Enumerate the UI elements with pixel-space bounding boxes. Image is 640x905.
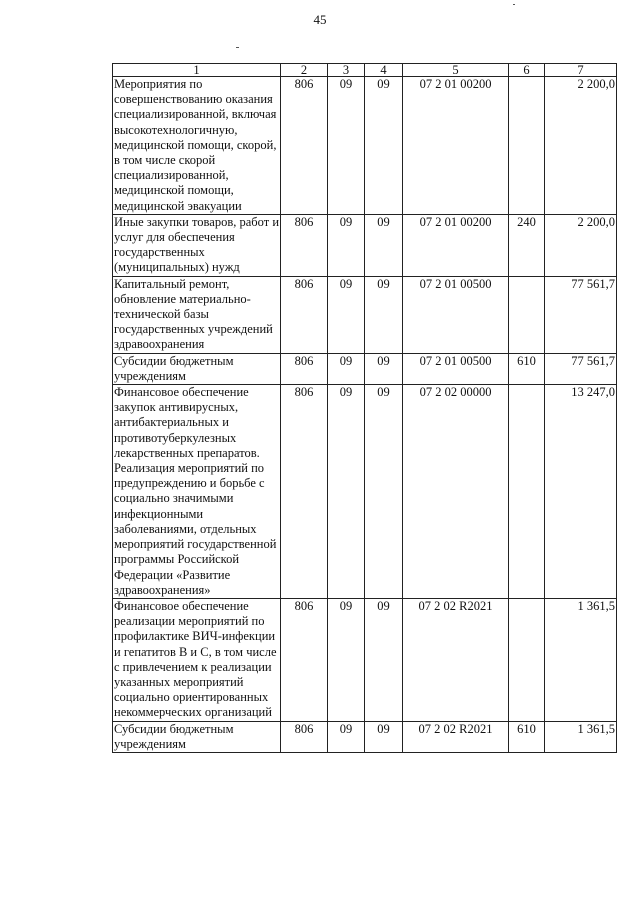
cell-target-article: 07 2 01 00200 (403, 77, 509, 215)
cell-section: 09 (328, 598, 365, 721)
cell-ministry: 806 (281, 214, 328, 276)
row-name: Субсидии бюджетным учреждениям (113, 353, 281, 384)
row-name: Финансовое обеспечение закупок антивирусных, антибактериальных и противотуберкулезных лекарственных препаратов. Реализация мероприятий по предупреждению и борьбе с социально значимыми инфекционными заболеваниями, отдельных мероприятий государственной программы Российской Федерации «Развитие здравоохранения» (113, 385, 281, 599)
cell-section: 09 (328, 385, 365, 599)
header-col-3: 3 (328, 64, 365, 77)
cell-amount: 1 361,5 (545, 721, 617, 752)
page-number: 45 (313, 12, 327, 27)
cell-expense-type (509, 77, 545, 215)
cell-subsection: 09 (365, 214, 403, 276)
cell-expense-type: 240 (509, 214, 545, 276)
header-col-4: 4 (365, 64, 403, 77)
header-row (113, 64, 617, 77)
cell-subsection: 09 (365, 276, 403, 353)
cell-target-article: 07 2 01 00500 (403, 276, 509, 353)
cell-subsection: 09 (365, 353, 403, 384)
cell-amount: 13 247,0 (545, 385, 617, 599)
row-name: Финансовое обеспечение реализации мероприятий по профилактике ВИЧ-инфекции и гепатитов B и C, в том числе с привлечением к реализации указанных мероприятий социально ориентированных некоммерческих организаций (113, 598, 281, 721)
cell-expense-type (509, 598, 545, 721)
row-name: Субсидии бюджетным учреждениям (113, 721, 281, 752)
cell-target-article: 07 2 01 00500 (403, 353, 509, 384)
cell-ministry: 806 (281, 77, 328, 215)
cell-amount: 2 200,0 (545, 214, 617, 276)
cell-amount: 77 561,7 (545, 353, 617, 384)
cell-section: 09 (328, 214, 365, 276)
cell-amount: 1 361,5 (545, 598, 617, 721)
header-col-1: 1 (113, 64, 281, 77)
header-col-5: 5 (403, 64, 509, 77)
row-name: Иные закупки товаров, работ и услуг для обеспечения государственных (муниципальных) нужд (114, 214, 280, 275)
cell-target-article: 07 2 02 R2021 (403, 598, 509, 721)
table-row (113, 276, 617, 353)
cell-expense-type (509, 276, 545, 353)
cell-section: 09 (328, 353, 365, 384)
table-row (113, 77, 617, 215)
row-name: Мероприятия по совершенствованию оказания специализированной, включая высокотехнологичную, медицинской помощи, скорой, в том числе скорой специализированной, медицинской помощи, медицинской эвакуации (113, 77, 281, 215)
cell-amount: 2 200,0 (545, 77, 617, 215)
cell-subsection: 09 (365, 385, 403, 599)
header-col-2: 2 (281, 64, 328, 77)
cell-subsection: 09 (365, 77, 403, 215)
cell-ministry: 806 (281, 276, 328, 353)
table-row (113, 385, 617, 599)
cell-subsection: 09 (365, 598, 403, 721)
cell-ministry: 806 (281, 598, 328, 721)
cell-expense-type (509, 385, 545, 599)
header-col-6: 6 (509, 64, 545, 77)
budget-table (112, 63, 617, 753)
table-row (113, 598, 617, 721)
table-row (113, 721, 617, 752)
cell-expense-type: 610 (509, 353, 545, 384)
cell-ministry: 806 (281, 385, 328, 599)
cell-section: 09 (328, 276, 365, 353)
cell-amount: 77 561,7 (545, 276, 617, 353)
cell-subsection: 09 (365, 721, 403, 752)
cell-target-article: 07 2 02 00000 (403, 385, 509, 599)
scan-dot (236, 47, 239, 48)
cell-expense-type: 610 (509, 721, 545, 752)
scan-dot (513, 4, 515, 5)
table-row (113, 353, 617, 384)
cell-target-article: 07 2 02 R2021 (403, 721, 509, 752)
cell-section: 09 (328, 721, 365, 752)
row-name: Капитальный ремонт, обновление материально-технической базы государственных учреждений здравоохранения (113, 276, 281, 353)
cell-ministry: 806 (281, 353, 328, 384)
cell-section: 09 (328, 77, 365, 215)
table-row (113, 214, 617, 276)
cell-target-article: 07 2 01 00200 (403, 214, 509, 276)
cell-ministry: 806 (281, 721, 328, 752)
header-col-7: 7 (545, 64, 617, 77)
